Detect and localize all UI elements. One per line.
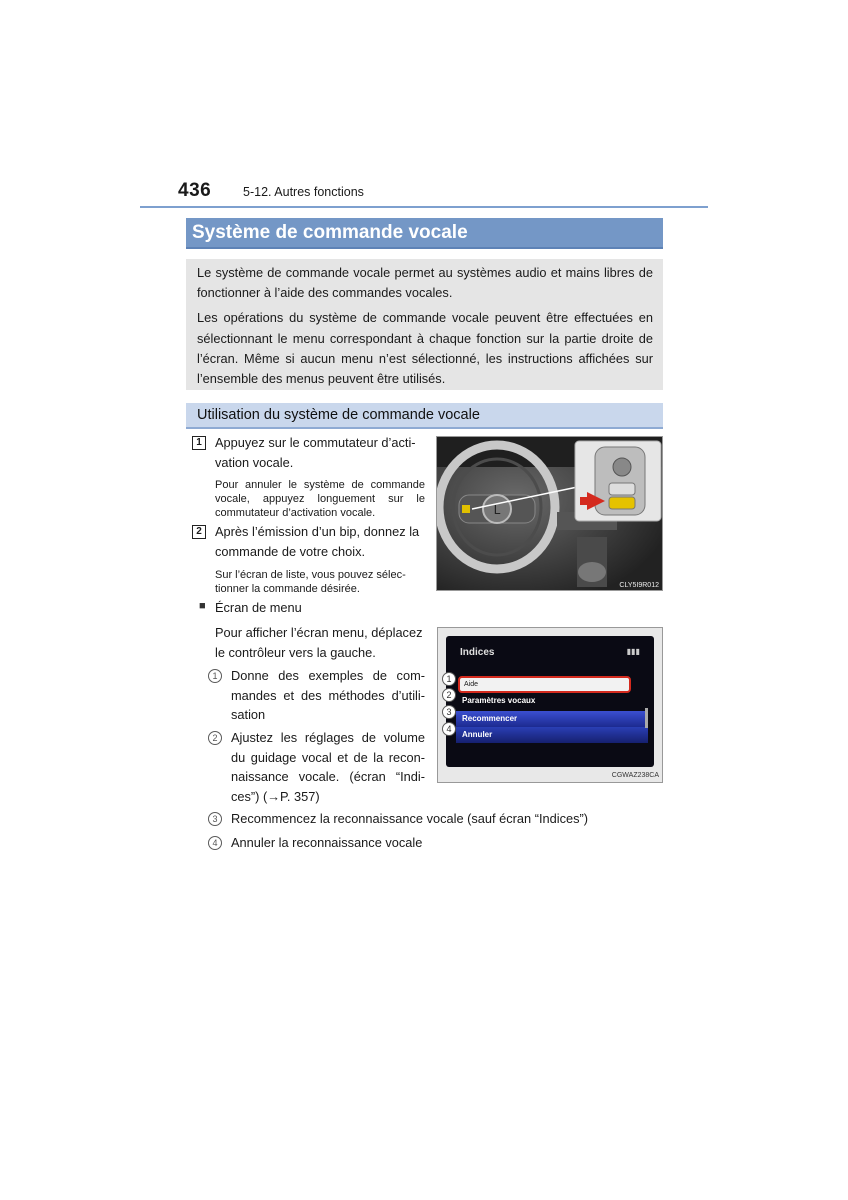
callout-1: 1 (442, 672, 456, 686)
menu-section-title: Écran de menu (215, 600, 302, 615)
menu-item-parametres: Paramètres vocaux (462, 696, 536, 705)
step-2-line-1: Après l’émission d’un bip, donnez la (215, 524, 420, 539)
menu-intro-line-1: Pour afficher l’écran menu, déplacez (215, 625, 423, 640)
section-title-bar: Système de commande vocale (186, 218, 663, 249)
menu-intro-line-2: le contrôleur vers la gauche. (215, 644, 376, 660)
step-number-2: 2 (192, 525, 206, 539)
bullet-icon: ■ (199, 600, 206, 612)
intro-paragraph-1: Le système de commande vocale permet au systèmes audio et mains libres de fonctionner à l’aide des commandes vocales. (197, 265, 653, 301)
item-2-text: Ajustez les réglages de volume du guidage vocal et de la recon- naissance vocale. (écran “Indi- ces”) (→P. 357) (231, 730, 425, 804)
signal-icon: ▮▮▮ (626, 647, 640, 656)
callout-4: 4 (442, 722, 456, 736)
screen-title: Indices (460, 647, 495, 658)
steering-wheel-illustration (437, 437, 663, 591)
callout-2: 2 (442, 688, 456, 702)
svg-text:L: L (493, 503, 501, 517)
step-2-note: Sur l’écran de liste, vous pouvez sélec- tionner la commande désirée. (215, 569, 406, 595)
item-number-2: 2 (208, 731, 222, 745)
step-1-line-2: vation vocale. (215, 454, 294, 470)
menu-item-annuler: Annuler (456, 727, 648, 743)
step-1-line-1: Appuyez sur le commutateur d’acti- (215, 435, 416, 450)
scrollbar (645, 708, 648, 728)
step-2-line-2: commande de votre choix. (215, 543, 366, 559)
header-divider (140, 206, 708, 208)
step-1-text (215, 433, 429, 472)
figure-2-code: CGWAZ238CA (611, 772, 659, 779)
figure-1-code: CLY5I9R012 (619, 582, 659, 589)
callout-3: 3 (442, 705, 456, 719)
step-number-1: 1 (192, 436, 206, 450)
item-3-text: Recommencez la reconnaissance vocale (sauf écran “Indices”) (231, 811, 589, 826)
menu-item-recommencer: Recommencer (456, 711, 648, 727)
subsection-title-bar: Utilisation du système de commande vocale (186, 403, 663, 429)
item-number-3: 3 (208, 812, 222, 826)
steering-wheel-figure (436, 436, 663, 591)
chapter-title: 5-12. Autres fonctions (243, 185, 364, 199)
intro-paragraph-2: Les opérations du système de commande vocale peuvent être effectuées en sélectionnant le menu correspondant à chaque fonction sur la partie droite de l’écran. Même si aucun menu n’est sélectionné, les instructions affichées sur l’ensemble des menus peuvent être utilisés. (197, 310, 653, 387)
item-number-4: 4 (208, 836, 222, 850)
item-4-text: Annuler la reconnaissance vocale (231, 835, 423, 850)
item-number-1: 1 (208, 669, 222, 683)
menu-intro (215, 623, 429, 662)
item-1-text: Donne des exemples de com- mandes et des méthodes d’utili- sation (231, 668, 425, 722)
page-number: 436 (178, 180, 212, 201)
menu-item-aide: Aide (458, 676, 631, 693)
menu-screen-figure (437, 627, 663, 783)
display-screen (446, 636, 654, 767)
step-1-note: Pour annuler le système de commande vocale, appuyez longuement sur le commutateur d’activation vocale. (215, 479, 425, 519)
intro-box (186, 259, 663, 390)
step-2-text (215, 522, 429, 561)
